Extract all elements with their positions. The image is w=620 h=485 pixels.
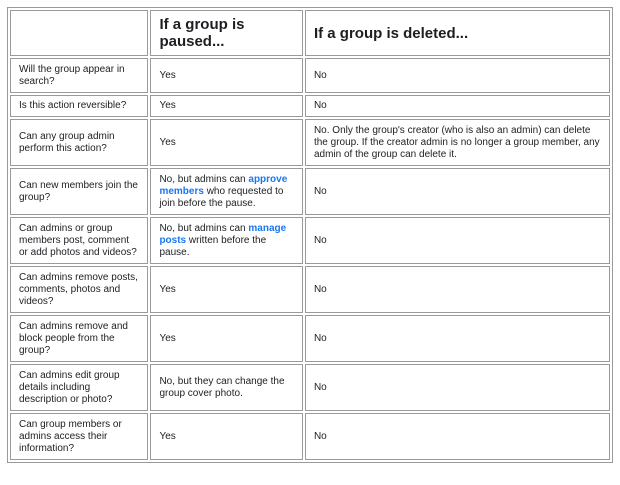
answer-text: Yes [159,430,176,442]
answer-text: written before the pause. [159,234,267,258]
paused-answer-cell [150,168,303,215]
table-header-row [10,10,610,56]
table-row [10,266,610,313]
manage-posts-link[interactable]: manage posts [159,222,287,246]
table-row [10,119,610,166]
answer-text: No [313,430,327,442]
question-cell: Will the group appear in search? [10,58,148,93]
question-cell: Can admins or group members post, comment or add photos and videos? [10,217,148,264]
answer-text: No. Only the group's creator (who is also an admin) can delete the group. If the creator admin is no longer a group member, any admin of the group can delete it. [313,124,600,160]
table-row [10,217,610,264]
answer-text: No [313,185,327,197]
paused-answer-cell [150,217,303,264]
deleted-answer-cell [305,413,610,460]
answer-text: Yes [159,136,176,148]
paused-answer-cell [150,119,303,166]
deleted-answer-cell [305,168,610,215]
answer-text: Yes [159,69,176,81]
table-row [10,58,610,93]
header-cell-deleted: If a group is deleted... [305,10,610,56]
answer-text: No [313,69,327,81]
paused-answer-cell [150,266,303,313]
question-cell: Can admins remove and block people from the group? [10,315,148,362]
paused-answer-cell [150,95,303,117]
answer-text: Yes [159,283,176,295]
answer-text: No [313,234,327,246]
paused-answer-cell [150,364,303,411]
answer-text: Yes [159,332,176,344]
table-row [10,364,610,411]
table-body [10,58,610,460]
deleted-answer-cell [305,95,610,117]
answer-text: No [313,283,327,295]
deleted-answer-cell [305,315,610,362]
table-row [10,315,610,362]
deleted-answer-cell [305,58,610,93]
answer-text: No [313,381,327,393]
paused-answer-cell [150,413,303,460]
deleted-answer-cell [305,217,610,264]
header-cell-paused: If a group is paused... [150,10,303,56]
question-cell: Can group members or admins access their information? [10,413,148,460]
answer-text: No [313,332,327,344]
answer-text: No, but admins can [159,222,249,234]
question-cell: Can any group admin perform this action? [10,119,148,166]
comparison-table-container [7,7,613,463]
paused-answer-cell [150,315,303,362]
question-cell: Can admins edit group details including description or photo? [10,364,148,411]
deleted-answer-cell [305,266,610,313]
question-cell: Can admins remove posts, comments, photos and videos? [10,266,148,313]
table-row [10,168,610,215]
question-cell: Is this action reversible? [10,95,148,117]
answer-text: No [313,100,327,111]
paused-answer-cell [150,58,303,93]
answer-text: who requested to join before the pause. [159,185,284,209]
answer-text: Yes [159,100,176,111]
answer-text: No, but admins can [159,173,249,185]
header-cell-empty [10,10,148,56]
approve-members-link[interactable]: approve members [159,173,288,197]
pause-vs-delete-table [7,7,613,463]
table-row [10,95,610,117]
answer-text: No, but they can change the group cover photo. [159,375,285,399]
question-cell: Can new members join the group? [10,168,148,215]
deleted-answer-cell [305,364,610,411]
table-row [10,413,610,460]
deleted-answer-cell [305,119,610,166]
